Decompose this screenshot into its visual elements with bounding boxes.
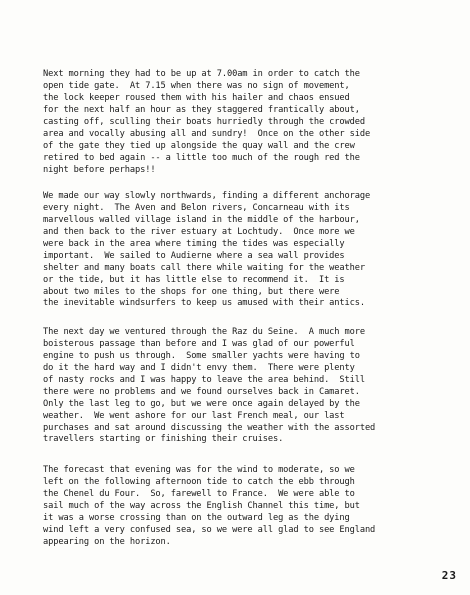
text-line: and then back to the river estuary at Lochtudy. Once more we <box>43 226 355 237</box>
text-line: were back in the area where timing the tides was especially <box>43 238 345 249</box>
text-line: travellers starting or finishing their cruises. <box>43 434 284 445</box>
text-line: for the next half an hour as they staggered frantically about, <box>43 104 360 115</box>
text-line: about two miles to the shops for one thing, but there were <box>43 286 340 297</box>
text-line: We made our way slowly northwards, finding a different anchorage <box>43 191 371 201</box>
text-line: boisterous passage than before and I was glad of our powerful <box>43 338 355 349</box>
text-line: open tide gate. At 7.15 when there was no sign of movement, <box>43 80 350 91</box>
text-line: purchases and sat around discussing the weather with the assorted <box>43 422 376 433</box>
text-line: weather. We went ashore for our last French meal, our last <box>43 410 345 421</box>
text-line: night before perhaps!! <box>43 164 156 175</box>
text-line: casting off, sculling their boats hurriedly through the crowded <box>43 116 365 127</box>
text-line: every night. The Aven and Belon rivers, Concarneau with its <box>43 202 350 213</box>
text-line: area and vocally abusing all and sundry! Once on the other side <box>43 128 371 139</box>
text-line: Next morning they had to be up at 7.00am in order to catch the <box>43 69 360 79</box>
paragraph-2 <box>43 191 443 310</box>
text-line: Only the last leg to go, but we were once again delayed by the <box>43 398 360 409</box>
text-line: the Chenel du Four. So, farewell to France. We were able to <box>43 488 355 499</box>
text-line: left on the following afternoon tide to catch the ebb through <box>43 476 355 487</box>
text-line: there were no problems and we found ourselves back in Camaret. <box>43 386 360 397</box>
paragraph-1 <box>43 69 443 176</box>
text-line: of the gate they tied up alongside the quay wall and the crew <box>43 140 355 151</box>
page-number: 23 <box>441 569 457 582</box>
text-line: the inevitable windsurfers to keep us amused with their antics. <box>43 298 365 309</box>
text-line: or the tide, but it has little else to recommend it. It is <box>43 274 345 285</box>
text-line: wind left a very confused sea, so we were all glad to see England <box>43 524 376 535</box>
text-line: of nasty rocks and I was happy to leave the area behind. Still <box>43 374 365 385</box>
text-line: engine to push us through. Some smaller yachts were having to <box>43 350 360 361</box>
text-line: important. We sailed to Audierne where a sea wall provides <box>43 250 345 261</box>
text-line: marvellous walled village island in the middle of the harbour, <box>43 214 360 225</box>
text-line: retired to bed again -- a little too much of the rough red the <box>43 152 360 163</box>
text-line: sail much of the way across the English Channel this time, but <box>43 500 360 511</box>
text-line: The next day we ventured through the Raz du Seine. A much more <box>43 327 365 337</box>
text-line: The forecast that evening was for the wind to moderate, so we <box>43 465 355 475</box>
text-line: shelter and many boats call there while waiting for the weather <box>43 262 365 273</box>
text-line: the lock keeper roused them with his hailer and chaos ensued <box>43 92 350 103</box>
text-line: it was a worse crossing than on the outward leg as the dying <box>43 512 350 523</box>
paragraph-4 <box>43 465 443 549</box>
text-line: appearing on the horizon. <box>43 536 171 547</box>
paragraph-3 <box>43 327 443 446</box>
text-line: do it the hard way and I didn't envy them. There were plenty <box>43 362 355 373</box>
